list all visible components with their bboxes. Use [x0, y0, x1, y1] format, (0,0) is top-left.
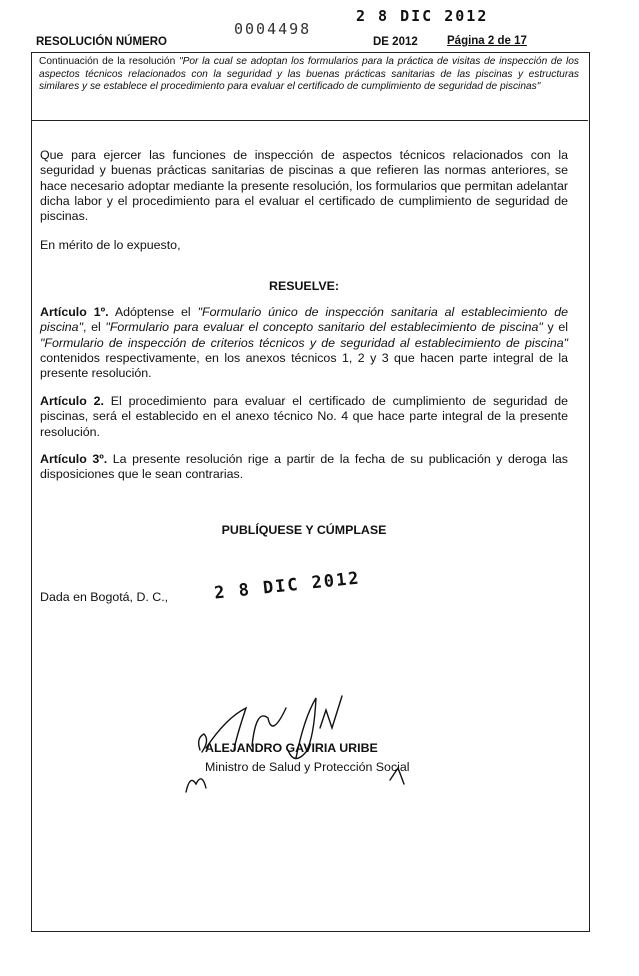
article-3-text: La presente resolución rige a partir de la fecha de su publicación y deroga las disposiciones que le sean contrarias. — [40, 452, 568, 482]
stamp-number: 0004498 — [234, 20, 312, 38]
publiquese-heading: PUBLÍQUESE Y CÚMPLASE — [221, 523, 387, 537]
stamp-date-top: 2 8 DIC 2012 — [356, 7, 489, 25]
continuation-prefix: Continuación de la resolución — [39, 56, 179, 67]
article-1-text-a: Adóptense el — [108, 305, 198, 319]
article-1-form-1: "Formulario único de inspección sanitaria al establecimiento de piscina" — [40, 305, 569, 335]
article-1 — [40, 305, 568, 381]
resolucion-label: RESOLUCIÓN NÚMERO — [36, 36, 167, 48]
merito-paragraph: En mérito de lo expuesto, — [40, 238, 181, 252]
signatory-name: ALEJANDRO GAVIRIA URIBE — [205, 741, 378, 755]
article-2-label: Artículo 2. — [40, 394, 104, 408]
continuation-note — [39, 56, 579, 94]
article-1-label: Artículo 1º. — [40, 305, 109, 319]
dada-en-bogota: Dada en Bogotá, D. C., — [40, 590, 169, 604]
page-indicator: Página 2 de 17 — [447, 35, 527, 47]
article-2-text: El procedimiento para evaluar el certificado de cumplimiento de seguridad de piscinas, será el establecido en el anexo técnico No. 4 que hace parte integral de la presente resolución. — [40, 394, 568, 439]
article-1-form-3: "Formulario de inspección de criterios técnicos y de seguridad al establecimiento de piscina" — [40, 335, 568, 350]
article-3-label: Artículo 3º. — [40, 452, 108, 466]
article-1-text-b: , el — [82, 320, 106, 335]
article-1-form-2: "Formulario para evaluar el concepto sanitario del establecimiento de piscina" — [105, 320, 543, 335]
header-rule — [31, 120, 588, 121]
resuelve-heading: RESUELVE: — [269, 279, 339, 293]
intro-paragraph: Que para ejercer las funciones de inspección de aspectos técnicos relacionados con la seguridad y buenas prácticas sanitarias de piscinas a que refieren las normas anteriores, se hace necesario adoptar mediante la presente resolución, los formularios que permitan adelantar dicha labor y el procedimiento para el evaluar el certificado de cumplimiento de seguridad de piscinas. — [40, 148, 568, 224]
signatory-role: Ministro de Salud y Protección Social — [205, 760, 410, 774]
date-stamp-bottom: 2 8 DIC 2012 — [213, 568, 362, 604]
article-1-text-d: contenidos respectivamente, en los anexos técnicos 1, 2 y 3 que hacen parte integral de la presente resolución. — [40, 350, 568, 381]
article-3 — [40, 452, 568, 483]
continuation-title: "Por la cual se adoptan los formularios para la práctica de visitas de inspección de los aspectos técnicos relacionados con la seguridad y las buenas prácticas sanitarias de las piscinas y estructuras similares y se establece el procedimiento para evaluar el certificado de cumplimiento de seguridad de piscinas" — [39, 56, 579, 92]
resolucion-year: DE 2012 — [373, 36, 418, 48]
article-2 — [40, 394, 568, 440]
article-1-text-c: y el — [542, 320, 568, 335]
